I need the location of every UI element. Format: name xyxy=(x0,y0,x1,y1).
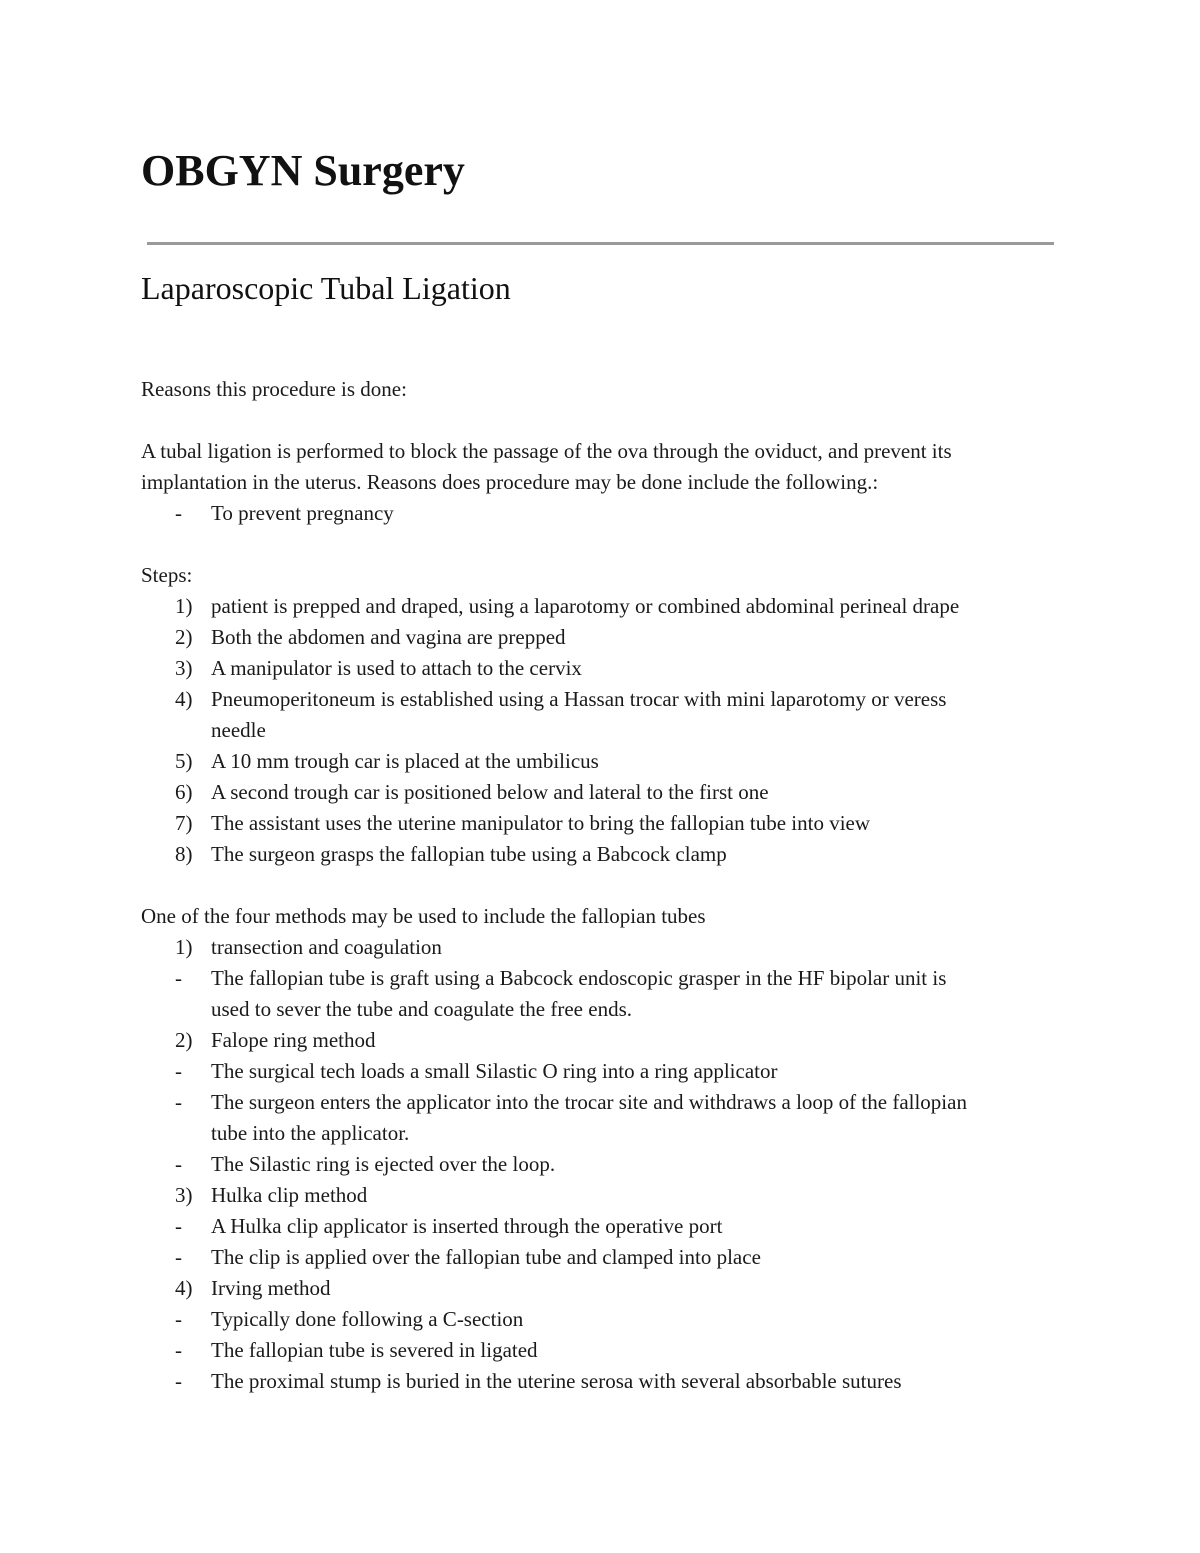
list-item xyxy=(141,1366,1071,1397)
list-item-text: The fallopian tube is graft using a Babcock endoscopic grasper in the HF bipolar unit is xyxy=(211,966,947,990)
list-item-text: Falope ring method xyxy=(211,1028,376,1052)
list-item xyxy=(141,1273,1071,1304)
list-item xyxy=(141,498,1071,529)
list-item-text: A 10 mm trough car is placed at the umbilicus xyxy=(211,749,599,773)
list-item xyxy=(141,653,1071,684)
list-item-text: A Hulka clip applicator is inserted through the operative port xyxy=(211,1214,723,1238)
steps-list xyxy=(141,591,1071,870)
list-item xyxy=(141,932,1071,963)
list-marker: 8) xyxy=(175,842,193,866)
list-marker: 6) xyxy=(175,780,193,804)
list-item-text: used to sever the tube and coagulate the free ends. xyxy=(211,997,632,1021)
list-marker: 4) xyxy=(175,1276,193,1300)
list-marker: 1) xyxy=(175,935,193,959)
list-marker: 5) xyxy=(175,749,193,773)
list-marker: - xyxy=(175,1338,182,1362)
list-item-text: The assistant uses the uterine manipulator to bring the fallopian tube into view xyxy=(211,811,871,835)
document-title: OBGYN Surgery xyxy=(141,146,465,195)
list-item-text: The clip is applied over the fallopian tube and clamped into place xyxy=(211,1245,761,1269)
list-item xyxy=(141,1087,1071,1118)
list-item-text: The proximal stump is buried in the uterine serosa with several absorbable sutures xyxy=(211,1369,902,1393)
list-item xyxy=(141,1025,1071,1056)
list-marker: - xyxy=(175,1369,182,1393)
list-item xyxy=(141,777,1071,808)
list-marker: - xyxy=(175,1245,182,1269)
list-item-text: The surgeon enters the applicator into the trocar site and withdraws a loop of the fallopian xyxy=(211,1090,967,1114)
list-item xyxy=(141,839,1071,870)
list-item xyxy=(141,622,1071,653)
list-marker: 7) xyxy=(175,811,193,835)
list-item xyxy=(141,1118,1071,1149)
list-marker: 4) xyxy=(175,687,193,711)
list-item-text: The surgical tech loads a small Silastic O ring into a ring applicator xyxy=(211,1059,778,1083)
title-divider xyxy=(147,242,1054,245)
list-marker: 3) xyxy=(175,656,193,680)
list-item-text: A second trough car is positioned below and lateral to the first one xyxy=(211,780,769,804)
list-item xyxy=(141,994,1071,1025)
reasons-list xyxy=(141,498,1071,529)
list-item-text: Hulka clip method xyxy=(211,1183,368,1207)
list-item xyxy=(141,1180,1071,1211)
list-item-text: Irving method xyxy=(211,1276,331,1300)
list-item xyxy=(141,591,1071,622)
list-item-text: needle xyxy=(211,718,266,742)
list-item xyxy=(141,746,1071,777)
list-marker: - xyxy=(175,501,182,525)
list-item-text: The fallopian tube is severed in ligated xyxy=(211,1338,538,1362)
reasons-heading: Reasons this procedure is done: xyxy=(141,377,407,401)
list-item xyxy=(141,1149,1071,1180)
list-item xyxy=(141,715,1071,746)
list-item xyxy=(141,1335,1071,1366)
list-marker: - xyxy=(175,1090,182,1114)
list-item-text: transection and coagulation xyxy=(211,935,442,959)
list-item-text: To prevent pregnancy xyxy=(211,501,394,525)
methods-list xyxy=(141,932,1071,1397)
list-marker: - xyxy=(175,966,182,990)
list-item xyxy=(141,684,1071,715)
list-item-text: tube into the applicator. xyxy=(211,1121,410,1145)
list-marker: - xyxy=(175,1152,182,1176)
document-body xyxy=(141,374,1071,1397)
list-marker: - xyxy=(175,1214,182,1238)
list-item-text: Pneumoperitoneum is established using a Hassan trocar with mini laparotomy or veress xyxy=(211,687,947,711)
methods-heading: One of the four methods may be used to include the fallopian tubes xyxy=(141,904,706,928)
list-item-text: Both the abdomen and vagina are prepped xyxy=(211,625,566,649)
list-item-text: Typically done following a C-section xyxy=(211,1307,524,1331)
list-marker: 1) xyxy=(175,594,193,618)
list-item xyxy=(141,1056,1071,1087)
list-marker: - xyxy=(175,1059,182,1083)
list-item xyxy=(141,1211,1071,1242)
intro-paragraph-line: A tubal ligation is performed to block the passage of the ova through the oviduct, and prevent its xyxy=(141,439,952,463)
list-marker: 2) xyxy=(175,1028,193,1052)
list-marker: 2) xyxy=(175,625,193,649)
list-item-text: The surgeon grasps the fallopian tube using a Babcock clamp xyxy=(211,842,727,866)
list-item xyxy=(141,808,1071,839)
section-title: Laparoscopic Tubal Ligation xyxy=(141,270,511,306)
list-marker: 3) xyxy=(175,1183,193,1207)
list-item-text: A manipulator is used to attach to the cervix xyxy=(211,656,582,680)
list-item xyxy=(141,1242,1071,1273)
list-item xyxy=(141,963,1071,994)
list-item-text: The Silastic ring is ejected over the loop. xyxy=(211,1152,556,1176)
intro-paragraph-line: implantation in the uterus. Reasons does procedure may be done include the following.: xyxy=(141,470,879,494)
list-item xyxy=(141,1304,1071,1335)
steps-heading: Steps: xyxy=(141,563,193,587)
list-marker: - xyxy=(175,1307,182,1331)
list-item-text: patient is prepped and draped, using a laparotomy or combined abdominal perineal drape xyxy=(211,594,960,618)
